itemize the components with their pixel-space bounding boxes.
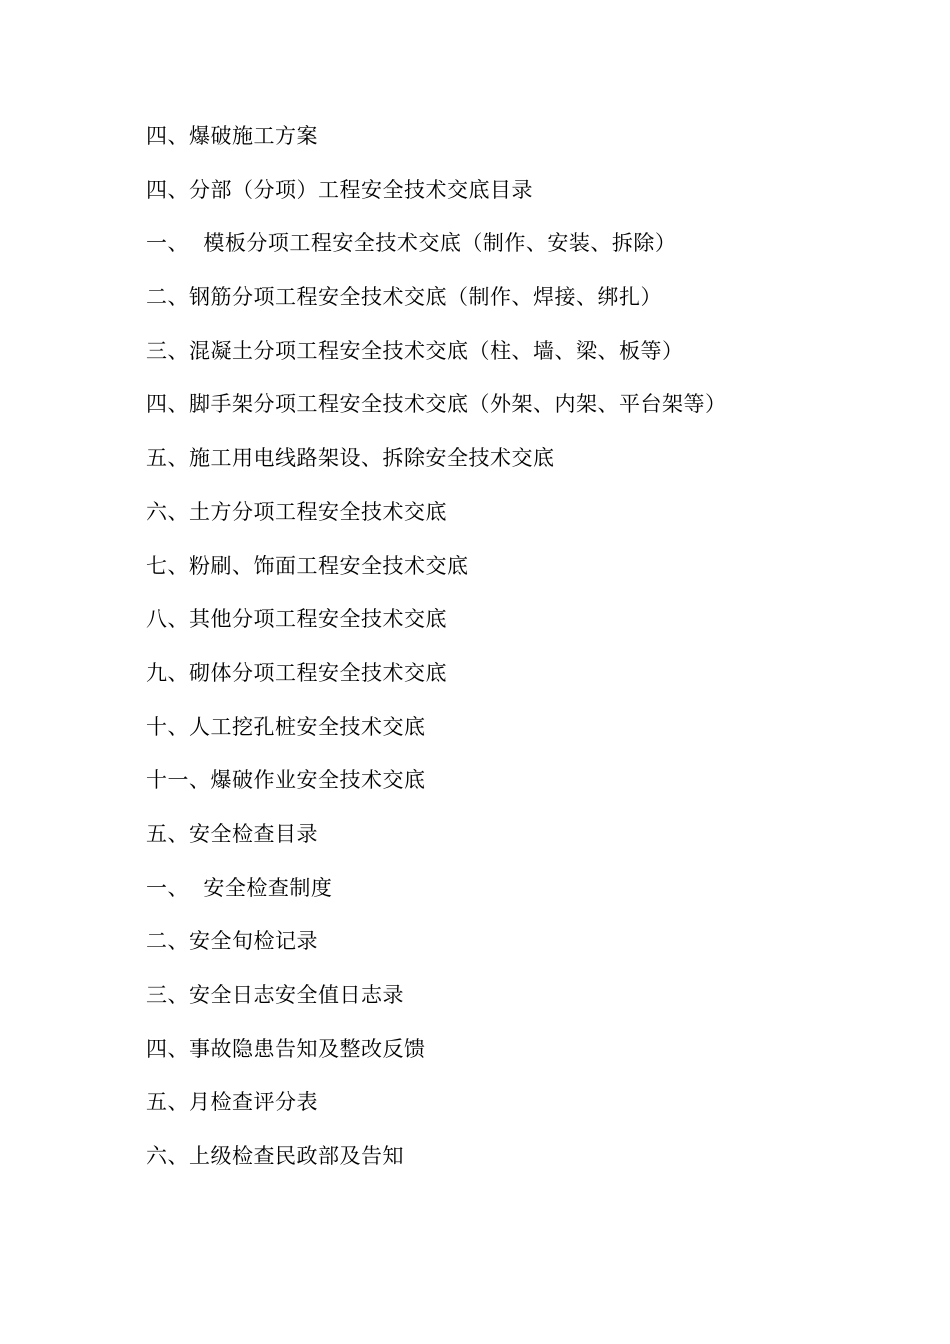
toc-line-plastering: 七、粉刷、饰面工程安全技术交底 [146, 553, 469, 578]
toc-heading-safety-inspection: 五、安全检查目录 [146, 821, 318, 846]
toc-line-superior-inspection: 六、上级检查民政部及告知 [146, 1144, 404, 1169]
toc-line-monthly-score: 五、月检查评分表 [146, 1090, 318, 1115]
toc-line-masonry: 九、砌体分项工程安全技术交底 [146, 660, 447, 685]
toc-line-hazard-notice: 四、事故隐患告知及整改反馈 [146, 1036, 426, 1061]
toc-line-ten-day-inspection: 二、安全旬检记录 [146, 929, 318, 954]
toc-heading-safety-briefing: 四、分部（分项）工程安全技术交底目录 [146, 177, 533, 202]
toc-line-other: 八、其他分项工程安全技术交底 [146, 607, 447, 632]
toc-line-blasting-operation: 十一、爆破作业安全技术交底 [146, 768, 426, 793]
toc-line-earthwork: 六、土方分项工程安全技术交底 [146, 499, 447, 524]
toc-line-inspection-system: 一、 安全检查制度 [146, 875, 333, 900]
toc-line-concrete: 三、混凝土分项工程安全技术交底（柱、墙、梁、板等） [146, 338, 684, 363]
toc-line-hand-dug-pile: 十、人工挖孔桩安全技术交底 [146, 714, 426, 739]
toc-line-electrical: 五、施工用电线路架设、拆除安全技术交底 [146, 446, 555, 471]
toc-line-safety-log: 三、安全日志安全值日志录 [146, 983, 404, 1007]
table-of-contents [146, 120, 866, 1194]
toc-line-blasting-plan: 四、爆破施工方案 [146, 124, 318, 148]
toc-line-scaffolding: 四、脚手架分项工程安全技术交底（外架、内架、平台架等） [146, 392, 727, 417]
toc-line-formwork: 一、 模板分项工程安全技术交底（制作、安装、拆除） [146, 231, 677, 256]
toc-line-rebar: 二、钢筋分项工程安全技术交底（制作、焊接、绑扎） [146, 285, 662, 310]
